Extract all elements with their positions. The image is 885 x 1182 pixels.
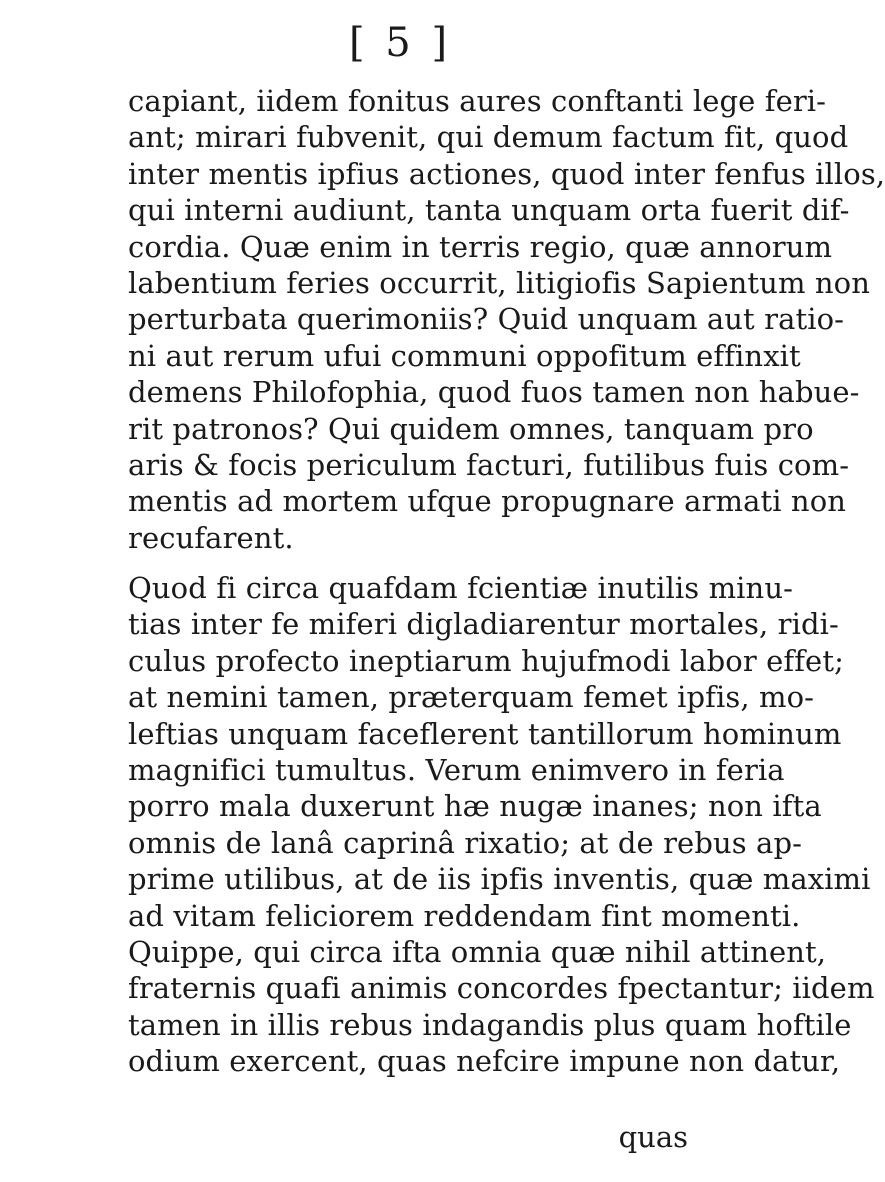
page-number: [ 5 ]	[348, 20, 452, 66]
text-line: perturbata querimoniis? Quid unquam aut ratio-	[128, 302, 845, 337]
text-line: omnis de lanâ caprinâ rixatio; at de rebus ap-	[128, 825, 803, 860]
text-line: Quod fi circa quafdam fcientiæ inutilis minu-	[128, 571, 794, 605]
text-line: labentium feries occurrit, litigiofis Sapientum non	[128, 266, 870, 301]
text-line: recufarent.	[128, 520, 294, 555]
text-line: rit patronos? Qui quidem omnes, tanquam pro	[128, 411, 814, 446]
text-line: capiant, iidem fonitus aures conftanti lege feri-	[128, 84, 827, 118]
text-line: mentis ad mortem ufque propugnare armati non	[128, 484, 847, 519]
text-line: fraternis quafi animis concordes fpectantur; iidem	[128, 971, 875, 1006]
text-line: culus profecto ineptiarum hujufmodi labor effet;	[128, 643, 844, 678]
text-line: aris & focis periculum facturi, futilibus fuis com-	[128, 448, 850, 483]
catchword: quas	[618, 1120, 688, 1154]
text-line: ant; mirari fubvenit, qui demum factum fit, quod	[128, 120, 849, 155]
text-line: cordia. Quæ enim in terris regio, quæ annorum	[128, 229, 833, 264]
text-line: ad vitam feliciorem reddendam fint momenti.	[128, 898, 801, 933]
text-line: demens Philofophia, quod fuos tamen non habue-	[128, 375, 860, 410]
text-line: prime utilibus, at de iis ipfis inventis, quæ maximi	[128, 862, 871, 897]
text-line: tamen in illis rebus indagandis plus quam hoftile	[128, 1007, 852, 1042]
paragraph-1	[128, 83, 885, 556]
text-line: tias inter fe miferi digladiarentur mortales, ridi-	[128, 607, 839, 642]
text-line: magnifici tumultus. Verum enimvero in feria	[128, 753, 785, 788]
text-line: Quippe, qui circa ifta omnia quæ nihil attinent,	[128, 935, 827, 970]
text-line: ni aut rerum ufui communi oppofitum effinxit	[128, 338, 801, 373]
text-line: odium exercent, quas nefcire impune non datur,	[128, 1044, 841, 1079]
paragraph-2	[128, 570, 875, 1080]
text-line: at nemini tamen, præterquam femet ipfis, mo-	[128, 680, 815, 715]
text-line: porro mala duxerunt hæ nugæ inanes; non ifta	[128, 789, 822, 824]
text-line: qui interni audiunt, tanta unquam orta fuerit dif-	[128, 193, 850, 228]
text-line: inter mentis ipfius actiones, quod inter fenfus illos,	[128, 156, 885, 191]
text-line: leftias unquam faceflerent tantillorum hominum	[128, 716, 842, 751]
